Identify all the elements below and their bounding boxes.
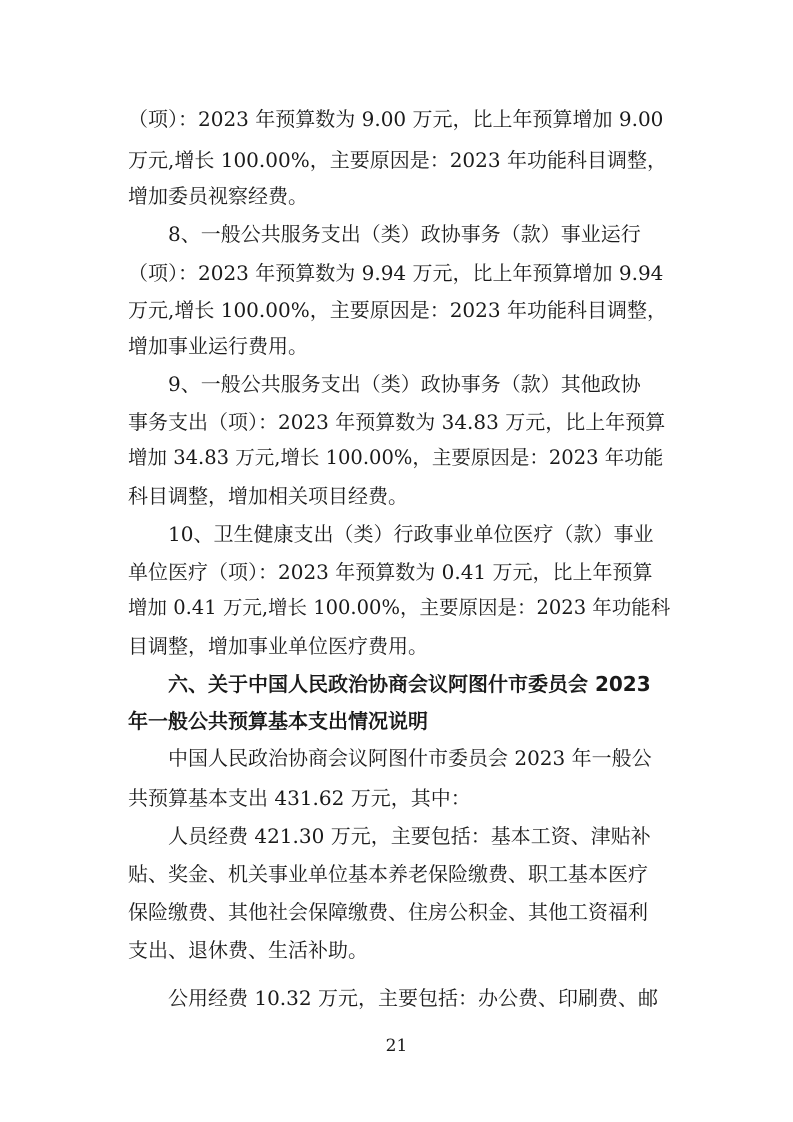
text-line: 保险缴费、其他社会保障缴费、住房公积金、其他工资福利 <box>128 900 648 924</box>
text-line: 目调整，增加事业单位医疗费用。 <box>128 634 428 658</box>
text-line: 万元,增长 100.00%，主要原因是：2023 年功能科目调整， <box>128 148 667 172</box>
text-line: 公用经费 10.32 万元，主要包括：办公费、印刷费、邮 <box>168 986 658 1010</box>
section-heading: 六、关于中国人民政治协商会议阿图什市委员会 2023 <box>168 672 651 696</box>
page-number: 21 <box>385 1036 408 1056</box>
text-line: 增加委员视察经费。 <box>128 184 308 208</box>
text-line: 增加 0.41 万元,增长 100.00%，主要原因是：2023 年功能科 <box>128 596 671 619</box>
text-line: 万元,增长 100.00%，主要原因是：2023 年功能科目调整， <box>128 298 667 322</box>
text-line: 共预算基本支出 431.62 万元，其中： <box>128 786 471 810</box>
text-line: 中国人民政治协商会议阿图什市委员会 2023 年一般公 <box>168 746 652 770</box>
text-line: 8、一般公共服务支出（类）政协事务（款）事业运行 <box>168 222 641 246</box>
text-line: 9、一般公共服务支出（类）政协事务（款）其他政协 <box>168 372 641 396</box>
section-heading: 年一般公共预算基本支出情况说明 <box>128 709 428 733</box>
text-line: 增加事业运行费用。 <box>128 334 308 358</box>
text-line: 人员经费 421.30 万元，主要包括：基本工资、津贴补 <box>168 824 651 848</box>
text-line: 支出、退休费、生活补助。 <box>128 938 368 962</box>
text-line: 事务支出（项）：2023 年预算数为 34.83 万元，比上年预算 <box>128 410 666 434</box>
text-line: 贴、奖金、机关事业单位基本养老保险缴费、职工基本医疗 <box>128 862 648 886</box>
text-line: 单位医疗（项）：2023 年预算数为 0.41 万元，比上年预算 <box>128 560 653 584</box>
text-line: （项）：2023 年预算数为 9.94 万元，比上年预算增加 9.94 <box>128 261 664 285</box>
text-line: 10、卫生健康支出（类）行政事业单位医疗（款）事业 <box>168 522 654 546</box>
text-line: 科目调整，增加相关项目经费。 <box>128 484 408 508</box>
text-line: （项）：2023 年预算数为 9.00 万元，比上年预算增加 9.00 <box>128 107 664 131</box>
text-line: 增加 34.83 万元,增长 100.00%，主要原因是：2023 年功能 <box>128 446 664 469</box>
